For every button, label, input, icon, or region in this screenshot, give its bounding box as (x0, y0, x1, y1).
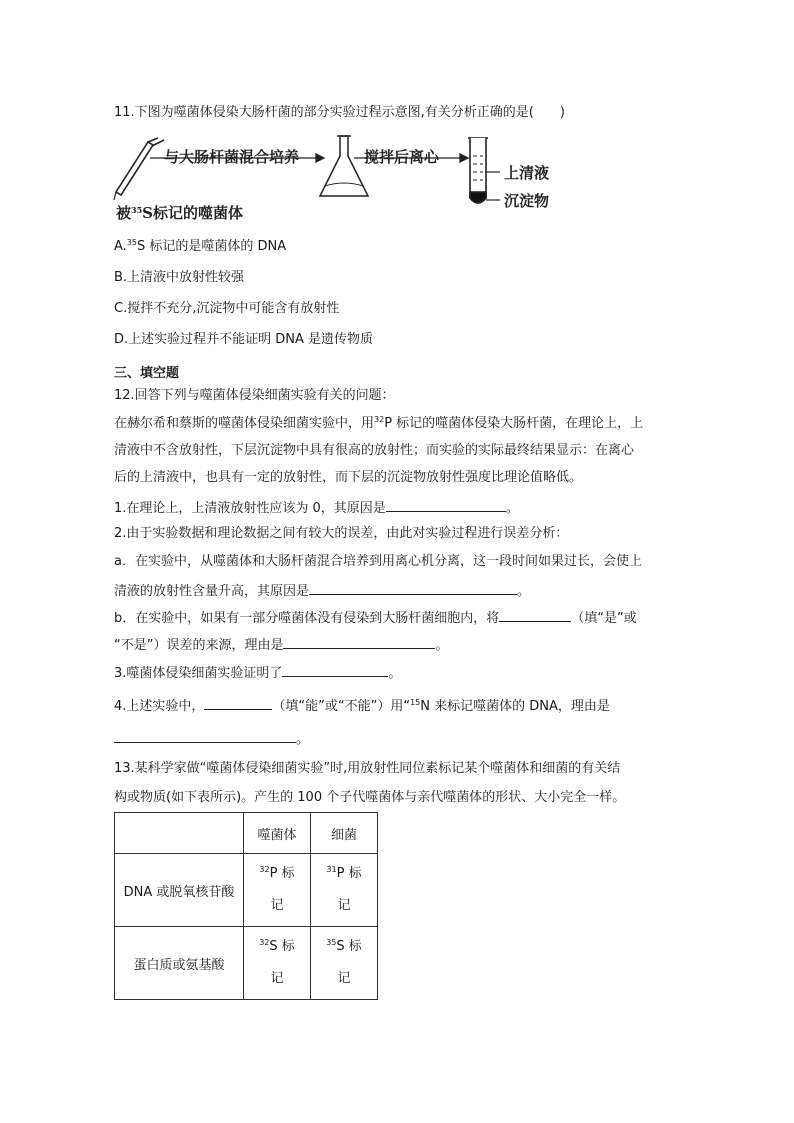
arrow-1-label: 与大肠杆菌混合培养 (164, 148, 300, 166)
q12-sub-b-line-1: b．在实验中，如果有一部分噬菌体没有侵染到大肠杆菌细胞内，将 （填“是”或 (114, 607, 637, 628)
table-cell: $^{32}$S 标 记 (244, 927, 311, 1000)
supernatant-label: 上清液 (504, 164, 550, 182)
table-header-cell: 细菌 (311, 813, 378, 854)
table-row (115, 927, 378, 1000)
q13-line-1: 13.某科学家做“噬菌体侵染细菌实验”时,用放射性同位素标记某个噬菌体和细菌的有关结 (114, 761, 621, 776)
flask-icon (320, 136, 368, 196)
q11-option-b: B.上清液中放射性较强 (114, 270, 245, 285)
q12-sub-3: 3.噬菌体侵染细菌实验证明了 。 (114, 662, 401, 683)
q12-sub-4: 4.上述实验中， （填“能”或“不能”）用“$^{15}$N 来标记噬菌体的 DNA，理由是 (114, 695, 610, 716)
table-cell: $^{31}$P 标 记 (311, 854, 378, 927)
answer-blank[interactable] (283, 634, 435, 649)
answer-blank[interactable] (309, 580, 517, 595)
table-row (115, 854, 378, 927)
precipitate-label: 沉淀物 (504, 192, 550, 210)
table-row-label: DNA 或脱氧核苷酸 (115, 854, 244, 927)
q11-option-d: D.上述实验过程并不能证明 DNA 是遗传物质 (114, 332, 374, 347)
answer-blank[interactable] (114, 728, 296, 743)
table-cell: $^{32}$P 标 记 (244, 854, 311, 927)
dropper-icon (114, 138, 164, 200)
q13-line-2: 构或物质(如下表所示)。产生的 100 个子代噬菌体与亲代噬菌体的形状、大小完全一样。 (114, 790, 626, 805)
q12-sub-4-continued: 。 (114, 728, 309, 749)
labeling-table (114, 812, 378, 1000)
answer-blank[interactable] (204, 695, 272, 710)
q12-para-line-1: 在赫尔希和蔡斯的噬菌体侵染细菌实验中，用$^{32}$P 标记的噬菌体侵染大肠杆菌，在理论上，上 (114, 415, 644, 431)
q12-sub-1: 1.在理论上，上清液放射性应该为 0，其原因是 。 (114, 497, 519, 518)
table-header-cell: 噬菌体 (244, 813, 311, 854)
table-cell: $^{35}$S 标 记 (311, 927, 378, 1000)
section-title: 三、填空题 (114, 366, 180, 381)
q12-sub-2: 2.由于实验数据和理论数据之间有较大的误差，由此对实验过程进行误差分析： (114, 526, 569, 541)
answer-blank[interactable] (386, 497, 506, 512)
table-row-label: 蛋白质或氨基酸 (115, 927, 244, 1000)
q11-option-a: A.$^{35}$S 标记的是噬菌体的 DNA (114, 238, 287, 254)
table-header-row (115, 813, 378, 854)
q12-sub-a-line-2: 清液的放射性含量升高，其原因是 。 (114, 580, 530, 601)
experiment-diagram (112, 134, 562, 226)
q12-sub-b-line-2: “不是”）误差的来源，理由是 。 (114, 634, 449, 655)
test-tube-icon (468, 138, 500, 203)
q11-stem: 11.下图为噬菌体侵染大肠杆菌的部分实验过程示意图,有关分析正确的是( ) (114, 105, 565, 120)
q12-sub-a-line-1: a．在实验中，从噬菌体和大肠杆菌混合培养到用离心机分离，这一段时间如果过长，会使上 (114, 554, 642, 569)
q12-stem: 12.回答下列与噬菌体侵染细菌实验有关的问题： (114, 388, 395, 403)
answer-blank[interactable] (499, 607, 571, 622)
q12-para-line-2: 清液中不含放射性，下层沉淀物中具有很高的放射性；而实验的实际最终结果显示：在离心 (114, 443, 635, 458)
arrow-2-label: 搅拌后离心 (364, 148, 440, 166)
phage-label: 被$^{35}$S标记的噬菌体 (116, 204, 243, 222)
q12-para-line-3: 后的上清液中，也具有一定的放射性，而下层的沉淀物放射性强度比理论值略低。 (114, 470, 583, 485)
answer-blank[interactable] (282, 662, 388, 677)
q11-option-c: C.搅拌不充分,沉淀物中可能含有放射性 (114, 301, 340, 316)
table-header-cell (115, 813, 244, 854)
